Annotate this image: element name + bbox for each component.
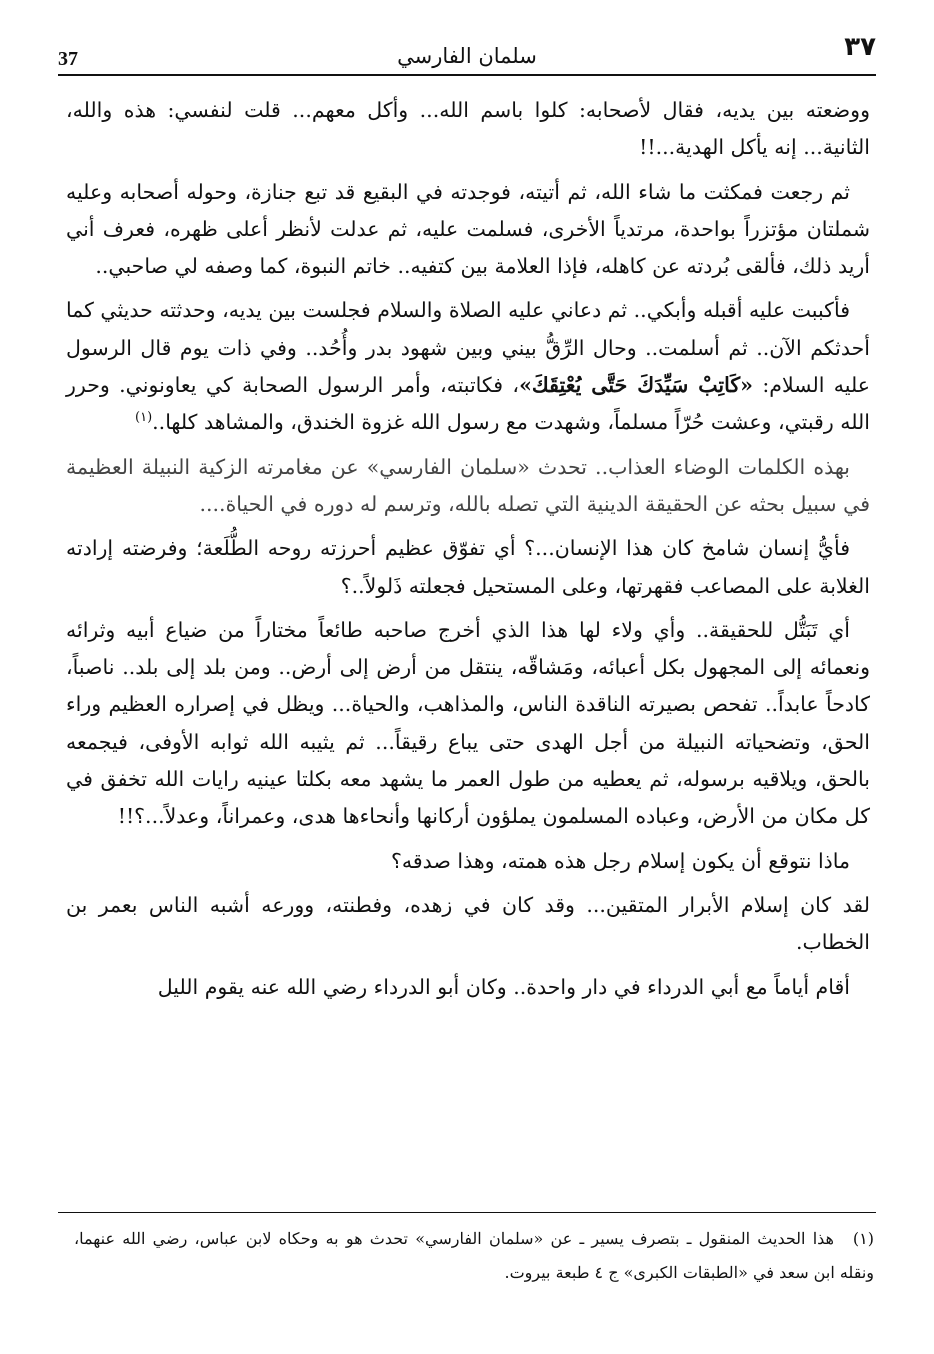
paragraph-3 [66, 292, 870, 441]
page-number-arabic: ٣٧ [844, 32, 876, 62]
page-number-latin: 37 [58, 48, 78, 70]
paragraph-4: بهذه الكلمات الوضاء العذاب.. تحدث «سلمان الفارسي» عن مغامرته الزكية النبيلة العظيمة في سبيل بحثه عن الحقيقة الدينية التي تصله بالله، وترسم له دوره في الحياة.... [66, 454, 870, 516]
paragraph-8: لقد كان إسلام الأبرار المتقين... وقد كان في زهده، وفطنته، وورعه أشبه الناس بعمر بن الخطاب. [66, 892, 870, 955]
paragraph-1: ووضعته بين يديه، فقال لأصحابه: كلوا باسم الله... وأكل معهم... قلت لنفسي: هذه والله، الثانية... إنه يأكل الهدية...!! [66, 98, 870, 160]
paragraph-2: ثم رجعت فمكثت ما شاء الله، ثم أتيته، فوجدته في البقيع قد تبع جنازة، وحوله أصحابه وعليه شملتان مؤتزراً بواحدة، مرتدياً الأخرى، فسلمت عليه، ثم عدلت لأنظر أعلى ظهره، فعرف أني أريد ذلك، فألقى بُردته عن كاهله، فإذا العلامة بين كتفيه.. خاتم النبوة، كما وصفه لي صاحبي.. [66, 179, 870, 279]
footnote-reference: (١) [135, 410, 153, 426]
paragraph-7: ماذا نتوقع أن يكون إسلام رجل هذه همته، وهذا صدقه؟ [391, 848, 850, 873]
paragraph-3-part-a: فأكببت عليه أقبله وأبكي.. ثم دعاني عليه الصلاة والسلام فجلست بين يديه، وحدثته حديثي كما أحدثكم الآن.. ثم أسلمت.. وحال الرِّقُّ بيني وبين شهود بدر وأُحُد.. وفي ذات يوم قال الرسول عليه السلام: [66, 298, 870, 398]
footnote-rule [58, 1212, 876, 1213]
running-title: سلمان الفارسي [397, 44, 537, 68]
page-header [58, 30, 876, 76]
paragraph-6: أي تَبَتُّل للحقيقة.. وأي ولاء لها هذا الذي أخرج صاحبه طائعاً مختاراً من ضياع أبيه وثرائه ونعمائه إلى المجهول بكل أعبائه، ومَشاقّه، ينتقل من أرض إلى أرض.. ومن بلد إلى بلد.. ناصباً، كادحاً عابداً.. تفحص بصيرته الناقدة الناس، والمذاهب، والحياة... ويظل في إصراره العظيم وراء الحق، وتضحياته النبيلة من أجل الهدى حتى يباع رقيقاً... ثم يثيبه الله ثوابه الأوفى، فيجمعه بالحق، ويلاقيه برسوله، ثم يعطيه من طول العمر ما يشهد معه بكلتا عينيه رايات الله تخفق في كل مكان من الأرض، وعباده المسلمون يملؤون أركانها وأنحاءها هدى، وعمراناً، وعدلاً...؟!! [66, 617, 870, 829]
body-text [66, 92, 870, 1013]
footnote-text: هذا الحديث المنقول ـ بتصرف يسير ـ عن «سلمان الفارسي» تحدث هو به وحكاه لابن عباس، رضي الله عنهما، ونقله ابن سعد في «الطبقات الكبرى» ج ٤ طبعة بيروت. [74, 1229, 874, 1282]
footnote [74, 1222, 874, 1290]
paragraph-9: أقام أياماً مع أبي الدرداء في دار واحدة.. وكان أبو الدرداء رضي الله عنه يقوم الليل [157, 974, 850, 999]
paragraph-5: فأيُّ إنسان شامخ كان هذا الإنسان...؟ أي تفوّق عظيم أحرزته روحه الطُّلَعة؛ وفرضته إرادته الغلابة على المصاعب فقهرتها، وعلى المستحيل فجعلته ذَلولاً..؟ [66, 536, 870, 598]
footnote-mark: (١) [852, 1229, 874, 1248]
paragraph-3-part-b: ، فكاتبته، وأمر الرسول الصحابة كي يعاونوني. وحرر الله رقبتي، وعشت حُرّاً مسلماً، وشهدت مع رسول الله غزوة الخندق، والمشاهد كلها.. [66, 373, 870, 435]
hadith-quote: «كَاتِبْ سَيِّدَكَ حَتَّى يُعْتِقَكَ» [519, 373, 753, 398]
header-rule [58, 74, 876, 76]
